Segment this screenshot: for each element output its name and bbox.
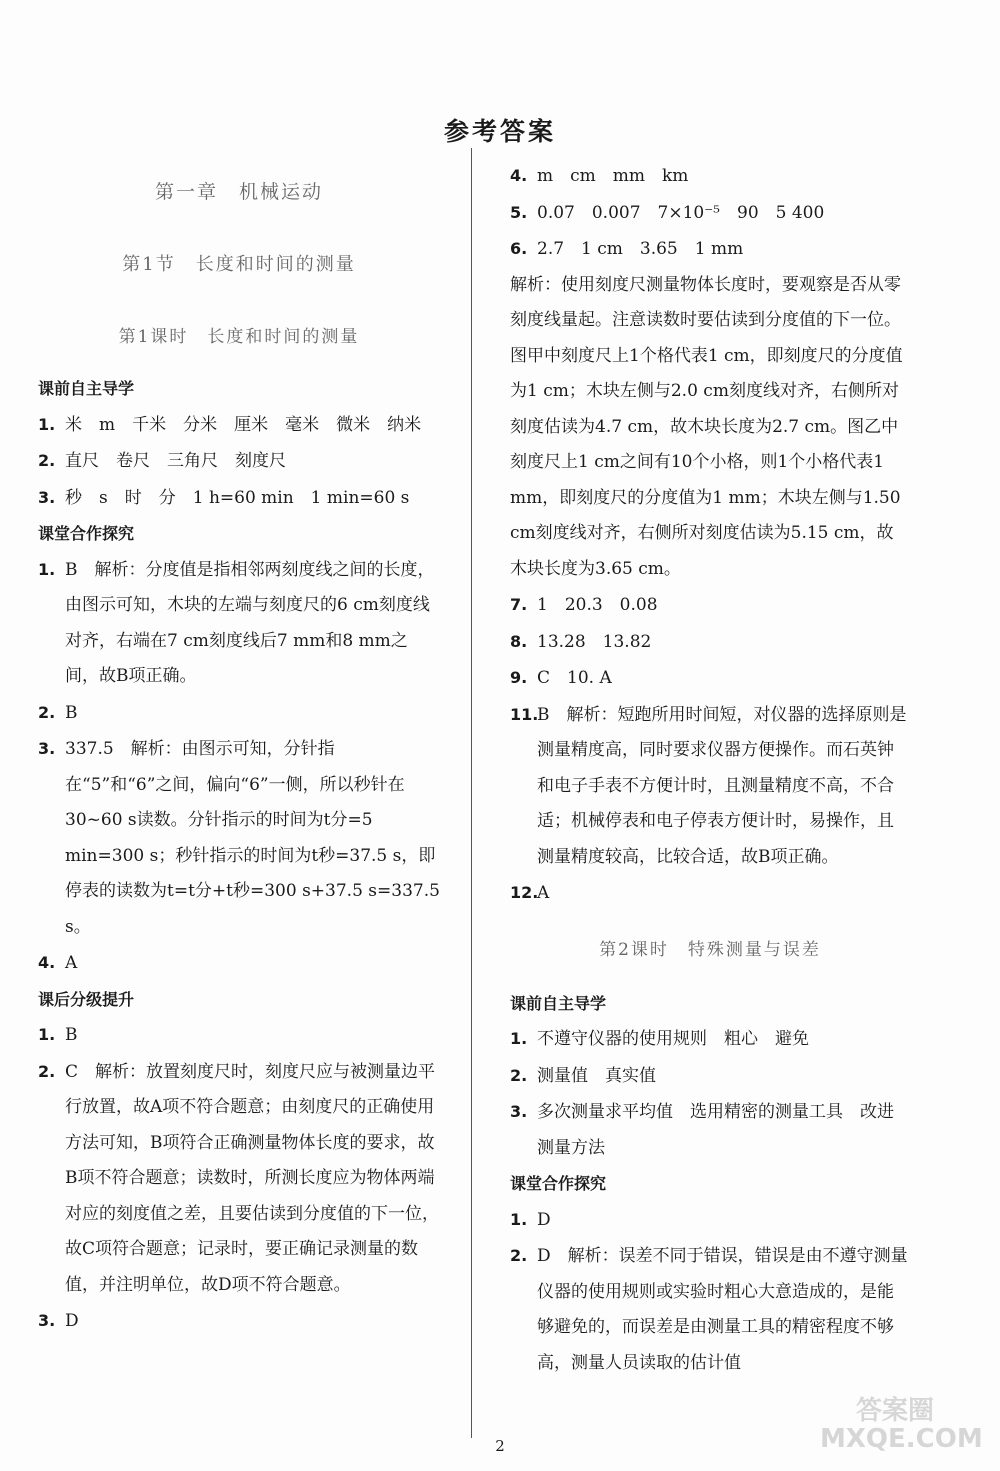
explanation-paragraph: 解析：使用刻度尺测量物体长度时，要观察是否从零刻度线量起。注意读数时要估读到分度值的下一位。图甲中刻度尺上1个格代表1 cm，即刻度尺的分度值为1 cm；木块左侧与2.0 cm刻度线对齐，右侧所对刻度估读为4.7 cm，故木块长度为2.7 cm。图乙中刻度尺上1 cm之间有10个小格，则1个小格代表1 mm，即刻度尺的分度值为1 mm；木块左侧与1.50 cm刻度线对齐，右侧所对刻度估读为5.15 cm，故木块长度为3.65 cm。 xyxy=(510,274,903,579)
item-text: 13.28 13.82 xyxy=(537,631,652,652)
item-number: 2. xyxy=(510,1246,528,1265)
answer-item xyxy=(510,1238,910,1381)
subsection-heading: 课堂合作探究 xyxy=(510,1174,607,1193)
item-number: 12. xyxy=(510,883,539,902)
subsection-heading: 课堂合作探究 xyxy=(38,524,135,543)
item-number: 9. xyxy=(510,668,528,687)
item-number: 1. xyxy=(38,1025,56,1044)
item-number: 3. xyxy=(38,487,56,507)
item-number: 3. xyxy=(510,1102,528,1121)
answer-item xyxy=(510,231,910,268)
item-text: 秒 s 时 分 1 h=60 min 1 min=60 s xyxy=(65,487,410,508)
item-number: 1. xyxy=(510,1209,528,1229)
item-text: A xyxy=(537,883,550,903)
answer-item xyxy=(38,945,440,982)
item-number: 11. xyxy=(510,704,539,724)
page-title: 参考答案 xyxy=(443,117,556,146)
subsection-heading: 课前自主导学 xyxy=(38,379,135,398)
answer-item xyxy=(38,443,440,480)
answer-item xyxy=(38,695,440,732)
item-number: 3. xyxy=(38,739,56,758)
right-column xyxy=(510,158,910,1381)
item-number: 7. xyxy=(510,595,528,614)
answer-item xyxy=(510,624,910,661)
item-text: D 解析：误差不同于错误，错误是由不遵守测量仪器的使用规则或实验时粗心大意造成的，是能够避免的，而误差是由测量工具的精密程度不够高，测量人员读取的估计值 xyxy=(537,1246,908,1373)
item-number: 2. xyxy=(510,1065,528,1085)
item-text: B xyxy=(65,1025,78,1045)
answer-item xyxy=(510,587,910,624)
answer-item xyxy=(38,1303,440,1340)
answer-item xyxy=(510,1021,910,1058)
item-text: 测量值 真实值 xyxy=(537,1065,656,1086)
item-number: 5. xyxy=(510,202,528,222)
lesson-heading: 第1课时 长度和时间的测量 xyxy=(118,327,360,347)
item-number: 4. xyxy=(510,166,528,185)
item-text: 米 m 千米 分米 厘米 毫米 微米 纳米 xyxy=(65,414,422,435)
item-text: D xyxy=(537,1209,551,1230)
answer-item xyxy=(38,731,440,945)
watermark-logo: 答案圈 MXQE.COM xyxy=(820,1396,983,1454)
page-number: 2 xyxy=(495,1437,505,1455)
right-answer-list-b xyxy=(510,986,910,1382)
item-number: 3. xyxy=(38,1311,56,1330)
item-number: 1. xyxy=(38,559,56,579)
column-divider xyxy=(471,148,472,1438)
item-text: D xyxy=(65,1311,79,1331)
answer-item xyxy=(38,552,440,695)
answer-item xyxy=(510,1058,910,1095)
item-number: 6. xyxy=(510,239,528,258)
answer-item xyxy=(38,1054,440,1304)
answer-item xyxy=(38,1017,440,1054)
answer-item xyxy=(510,195,910,232)
item-number: 2. xyxy=(38,451,56,470)
answer-item xyxy=(510,158,910,195)
answer-item xyxy=(510,1202,910,1239)
subsection-heading: 课后分级提升 xyxy=(38,989,135,1009)
section-heading: 第1节 长度和时间的测量 xyxy=(122,254,356,275)
answer-item xyxy=(38,480,440,517)
item-number: 1. xyxy=(510,1029,528,1048)
chapter-heading: 第一章 机械运动 xyxy=(154,181,323,203)
item-text: 不遵守仪器的使用规则 粗心 避免 xyxy=(537,1029,809,1049)
answer-item xyxy=(510,1094,910,1166)
lesson-heading-2: 第2课时 特殊测量与误差 xyxy=(599,939,821,960)
item-text: A xyxy=(65,953,78,973)
subsection-heading: 课前自主导学 xyxy=(510,993,607,1013)
item-text: 多次测量求平均值 选用精密的测量工具 改进测量方法 xyxy=(537,1102,894,1158)
item-number: 4. xyxy=(38,953,56,972)
item-text: C 解析：放置刻度尺时，刻度尺应与被测量边平行放置，故A项不符合题意；由刻度尺的正确使用方法可知，B项符合正确测量物体长度的要求，故B项不符合题意；读数时，所测长度应为物体两端对应的刻度值之差，且要估读到分度值的下一位，故C项符合题意；记录时，要正确记录测量的数值，并注明单位，故D项不符合题意。 xyxy=(65,1061,439,1295)
answer-item xyxy=(510,697,910,876)
item-text: C 10. A xyxy=(537,668,612,688)
item-text: 直尺 卷尺 三角尺 刻度尺 xyxy=(65,451,286,471)
item-text: 0.07 0.007 7×10⁻⁵ 90 5 400 xyxy=(537,202,825,223)
item-number: 1. xyxy=(38,414,56,434)
item-text: B 解析：分度值是指相邻两刻度线之间的长度，由图示可知，木块的左端与刻度尺的6 cm刻度线对齐，右端在7 cm刻度线后7 mm和8 mm之间，故B项正确。 xyxy=(65,559,435,686)
answer-item xyxy=(510,875,910,912)
item-text: 337.5 解析：由图示可知，分针指在“5”和“6”之间，偏向“6”一侧，所以秒针在30~60 s读数。分针指示的时间为t分=5 min=300 s；秒针指示的时间为t秒=37.5 s，即停表的读数为t=t分+t秒=300 s+37.5 s=337.5 s。 xyxy=(65,739,440,937)
item-text: 1 20.3 0.08 xyxy=(537,595,658,615)
item-number: 2. xyxy=(38,1061,56,1081)
left-column xyxy=(38,172,440,1340)
item-number: 2. xyxy=(38,702,56,722)
left-answer-list xyxy=(38,371,440,1340)
item-text: m cm mm km xyxy=(537,166,689,186)
answer-item xyxy=(38,407,440,444)
item-text: B 解析：短跑所用时间短，对仪器的选择原则是测量精度高，同时要求仪器方便操作。而石英钟和电子手表不方便计时，且测量精度不高，不合适；机械停表和电子停表方便计时，易操作，且测量精度较高，比较合适，故B项正确。 xyxy=(537,704,907,867)
item-text: 2.7 1 cm 3.65 1 mm xyxy=(537,239,744,259)
item-text: B xyxy=(65,702,78,723)
item-number: 8. xyxy=(510,631,528,651)
answer-item xyxy=(510,660,910,697)
right-answer-list-a xyxy=(510,158,910,912)
